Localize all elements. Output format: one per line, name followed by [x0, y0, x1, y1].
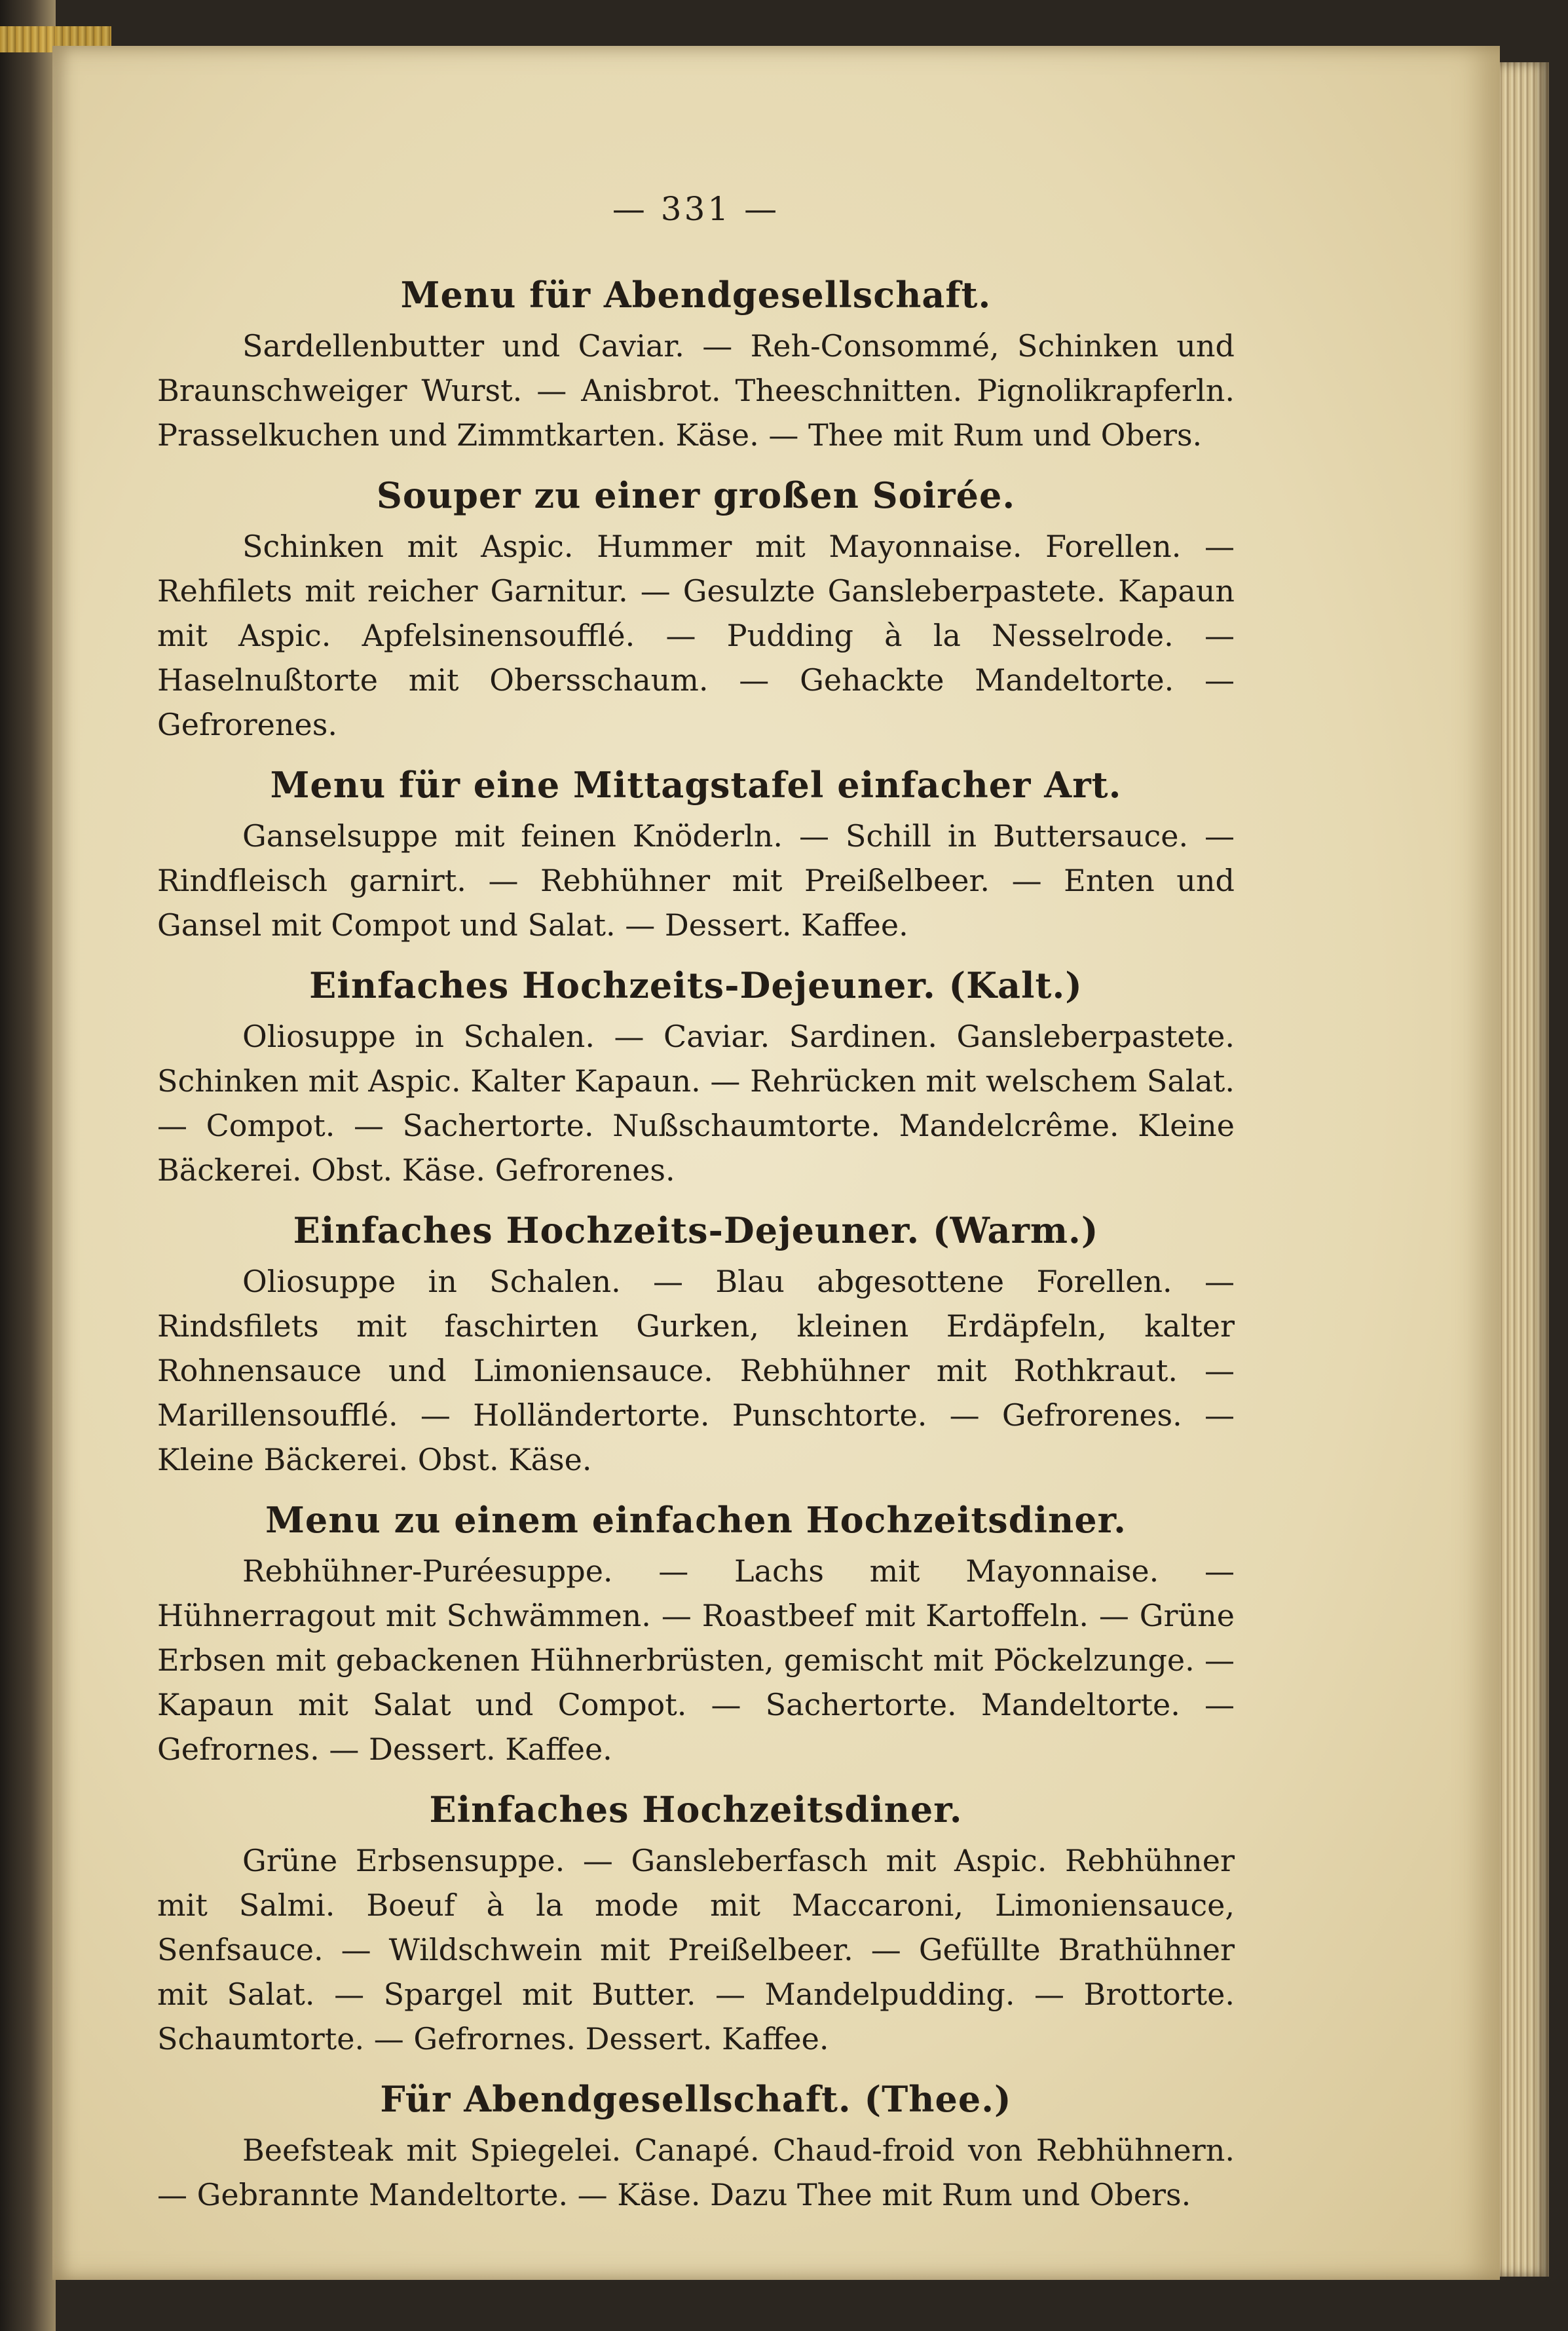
- section-text: Oliosuppe in Schalen. — Blau abgesottene Forellen. — Rindsfilets mit faschirten Gurken, kleinen Erdäpfeln, kalter Rohnensauce und Limoniensauce. Rebhühner mit Rothkraut. — Marillensoufflé. — Holländertorte. Punschtorte. — Gefrorenes. — Kleine Bäckerei. Obst. Käse.: [157, 1264, 1235, 1477]
- menu-section-souper: [157, 474, 1235, 747]
- section-heading: Einfaches Hochzeits-Dejeuner. (Kalt.): [309, 964, 1083, 1006]
- section-text: Grüne Erbsensuppe. — Gansleberfasch mit Aspic. Rebhühner mit Salmi. Boeuf à la mode mit Maccaroni, Limoniensauce, Senfsauce. — Wildschwein mit Preißelbeer. — Gefüllte Brathühner mit Salat. — Spargel mit Butter. — Mandelpudding. — Brottorte. Schaumtorte. — Gefrornes. Dessert. Kaffee.: [157, 1843, 1235, 2056]
- menu-section-abendgesellschaft: [157, 274, 1235, 457]
- section-text: Schinken mit Aspic. Hummer mit Mayonnaise. Forellen. — Rehfilets mit reicher Garnitur. — Gesulzte Gansleberpastete. Kapaun mit Aspic. Apfelsinensoufflé. — Pudding à la Nesselrode. — Haselnußtorte mit Obersschaum. — Gehackte Mandeltorte. — Gefrorenes.: [157, 529, 1235, 742]
- section-text: Rebhühner-Puréesuppe. — Lachs mit Mayonnaise. — Hühnerragout mit Schwämmen. — Roastbeef mit Kartoffeln. — Grüne Erbsen mit gebackenen Hühnerbrüsten, gemischt mit Pöckelzunge. — Kapaun mit Salat und Compot. — Sachertorte. Mandeltorte. — Gefrornes. — Dessert. Kaffee.: [157, 1553, 1235, 1767]
- section-heading: Menu für Abendgesellschaft.: [400, 274, 992, 316]
- section-heading: Einfaches Hochzeits-Dejeuner. (Warm.): [293, 1209, 1099, 1251]
- menu-section-dejeuner-kalt: [157, 964, 1235, 1192]
- menu-section-mittagstafel: [157, 764, 1235, 947]
- section-text: Ganselsuppe mit feinen Knöderln. — Schill in Buttersauce. — Rindfleisch garnirt. — Rebhühner mit Preißelbeer. — Enten und Gansel mit Compot und Salat. — Dessert. Kaffee.: [157, 818, 1235, 943]
- menu-section-dejeuner-warm: [157, 1209, 1235, 1482]
- menu-section-thee: [157, 2078, 1235, 2217]
- section-heading: Für Abendgesellschaft. (Thee.): [380, 2078, 1012, 2120]
- section-text: Beefsteak mit Spiegelei. Canapé. Chaud-froid von Rebhühnern. — Gebrannte Mandeltorte. — Käse. Dazu Thee mit Rum und Obers.: [157, 2132, 1235, 2212]
- section-heading: Menu zu einem einfachen Hochzeitsdiner.: [265, 1499, 1127, 1541]
- section-text: Oliosuppe in Schalen. — Caviar. Sardinen. Gansleberpastete. Schinken mit Aspic. Kalter Kapaun. — Rehrücken mit welschem Salat. — Compot. — Sachertorte. Nußschaumtorte. Mandelcrême. Kleine Bäckerei. Obst. Käse. Gefrorenes.: [157, 1019, 1235, 1188]
- section-heading: Souper zu einer großen Soirée.: [376, 474, 1016, 516]
- book-spine-shadow: [0, 0, 56, 2331]
- page-content: [157, 190, 1235, 2234]
- menu-section-hochzeitsdiner: [157, 1789, 1235, 2061]
- section-text: Sardellenbutter und Caviar. — Reh-Consommé, Schinken und Braunschweiger Wurst. — Anisbrot. Theeschnitten. Pignolikrapferln. Prasselkuchen und Zimmtkarten. Käse. — Thee mit Rum und Obers.: [157, 328, 1235, 453]
- page-number: — 331 —: [612, 190, 780, 228]
- section-heading: Menu für eine Mittagstafel einfacher Art.: [270, 764, 1122, 806]
- menu-section-hochzeitsdiner-menu: [157, 1499, 1235, 1772]
- section-heading: Einfaches Hochzeitsdiner.: [429, 1789, 963, 1830]
